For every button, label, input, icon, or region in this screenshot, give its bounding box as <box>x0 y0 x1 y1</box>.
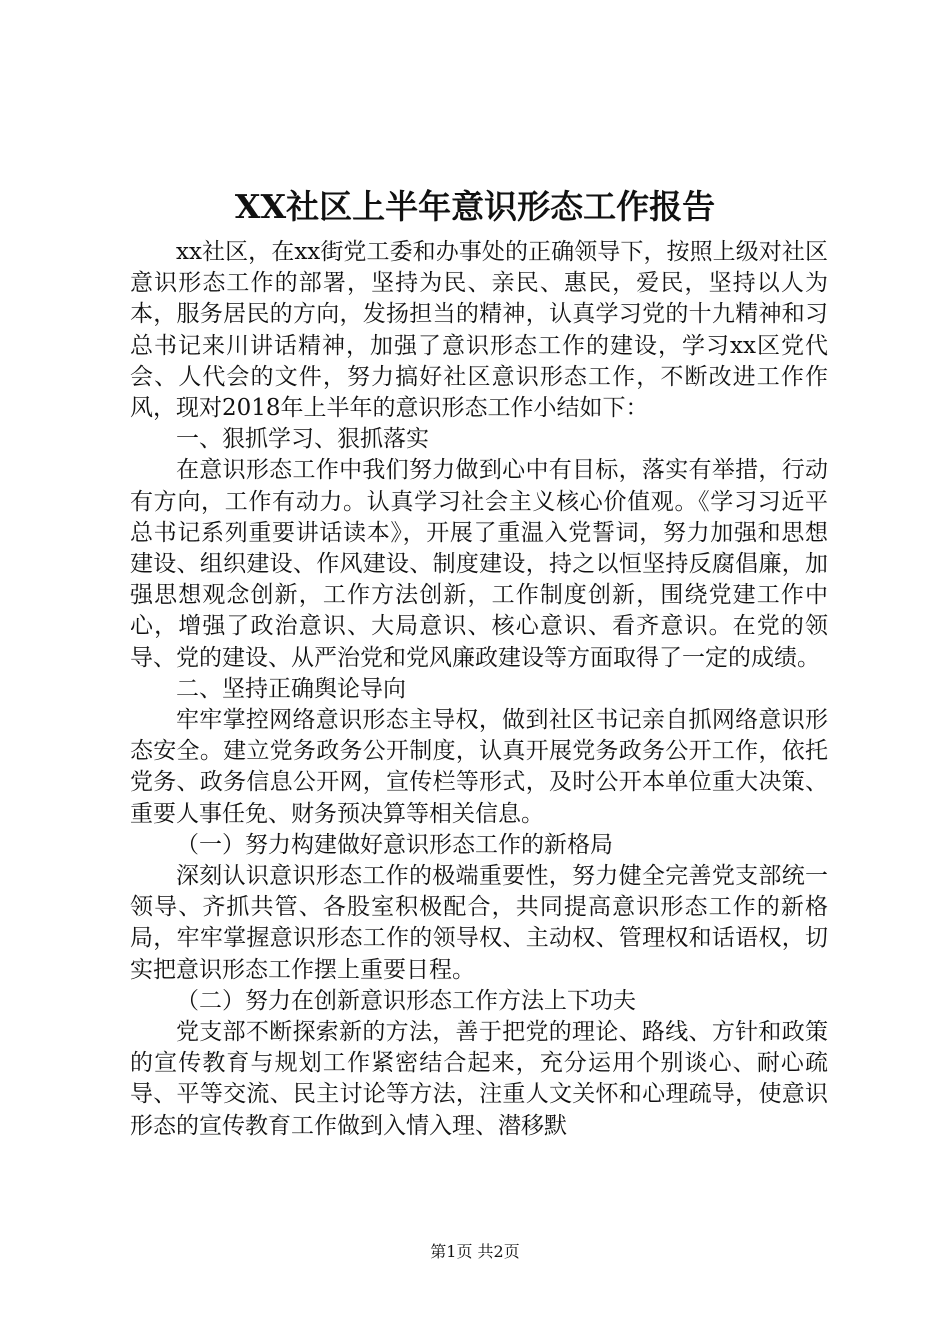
body-paragraph: 牢牢掌控网络意识形态主导权，做到社区书记亲自抓网络意识形态安全。建立党务政务公开制度，认真开展党务政务公开工作，依托党务、政务信息公开网，宣传栏等形式，及时公开本单位重大决策、重要人事任免、财务预决算等相关信息。 <box>130 707 828 827</box>
body-paragraph: 党支部不断探索新的方法，善于把党的理论、路线、方针和政策的宣传教育与规划工作紧密结合起来，充分运用个别谈心、耐心疏导、平等交流、民主讨论等方法，注重人文关怀和心理疏导，使意识形态的宣传教育工作做到入情入理、潜移默 <box>130 1019 828 1139</box>
body-paragraph: 深刻认识意识形态工作的极端重要性，努力健全完善党支部统一领导、齐抓共管、各股室积极配合，共同提高意识形态工作的新格局，牢牢掌握意识形态工作的领导权、主动权、管理权和话语权，切实把意识形态工作摆上重要日程。 <box>130 863 828 983</box>
body-paragraph: xx社区，在xx街党工委和办事处的正确领导下，按照上级对社区意识形态工作的部署，坚持为民、亲民、惠民，爱民，坚持以人为本，服务居民的方向，发扬担当的精神，认真学习党的十九精神和习总书记来川讲话精神，加强了意识形态工作的建设，学习xx区党代会、人代会的文件，努力搞好社区意识形态工作，不断改进工作作风，现对2018年上半年的意识形态工作小结如下： <box>130 239 828 422</box>
page-number-footer: 第1页 共2页 <box>430 1242 520 1261</box>
section-heading: 一、狠抓学习、狠抓落实 <box>176 426 429 453</box>
document-title: XX社区上半年意识形态工作报告 <box>234 187 716 226</box>
subsection-heading: （二）努力在创新意识形态工作方法上下功夫 <box>176 987 636 1014</box>
subsection-heading: （一）努力构建做好意识形态工作的新格局 <box>176 831 613 858</box>
section-heading: 二、坚持正确舆论导向 <box>176 675 406 702</box>
body-paragraph: 在意识形态工作中我们努力做到心中有目标，落实有举措，行动有方向，工作有动力。认真学习社会主义核心价值观。《学习习近平总书记系列重要讲话读本》，开展了重温入党誓词，努力加强和思想建设、组织建设、作风建设、制度建设，持之以恒坚持反腐倡廉，加强思想观念创新，工作方法创新，工作制度创新，围绕党建工作中心，增强了政治意识、大局意识、核心意识、看齐意识。在党的领导、党的建设、从严治党和党风廉政建设等方面取得了一定的成绩。 <box>130 457 828 671</box>
document-body <box>130 237 828 1142</box>
